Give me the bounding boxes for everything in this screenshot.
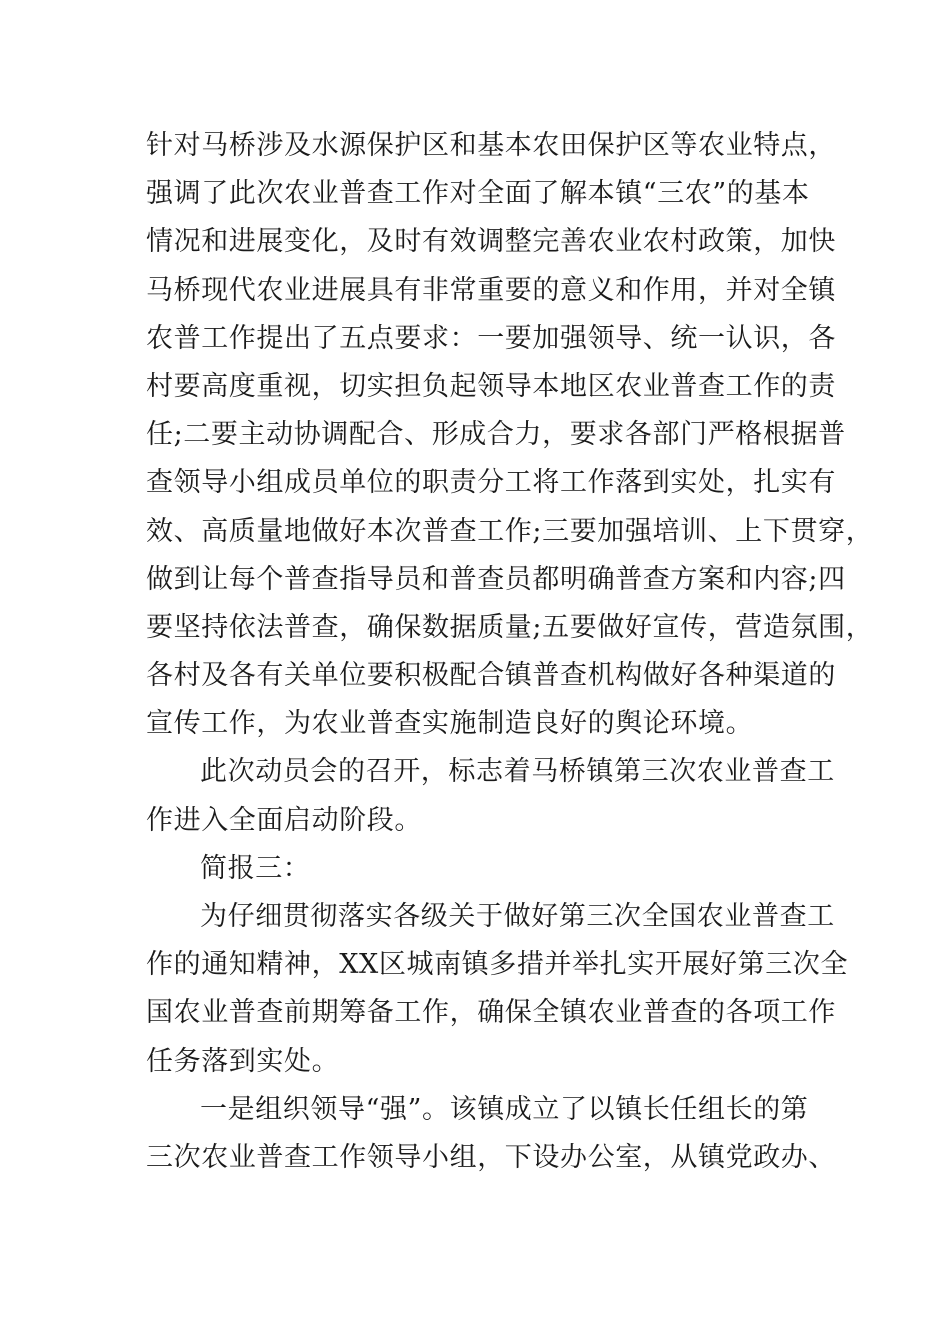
text-line: 作进入全面启动阶段。	[146, 804, 422, 836]
paragraph-first-line: 此次动员会的召开，标志着马桥镇第三次农业普查工	[200, 756, 835, 788]
text-line: 效、高质量地做好本次普查工作;三要加强培训、上下贯穿，	[146, 515, 874, 547]
section-heading: 简报三：	[200, 852, 311, 884]
document-body	[146, 122, 874, 1182]
text-line: 各村及各有关单位要积极配合镇普查机构做好各种渠道的	[146, 660, 836, 692]
text-line: 宣传工作，为农业普查实施制造良好的舆论环境。	[146, 708, 754, 740]
text-line: 任务落到实处。	[146, 1045, 340, 1077]
text-line: 情况和进展变化，及时有效调整完善农业农村政策，加快	[146, 226, 836, 258]
text-line: 任;二要主动协调配合、形成合力，要求各部门严格根据普	[146, 419, 846, 451]
text-line: 作的通知精神，XX区城南镇多措并举扎实开展好第三次全	[146, 949, 849, 981]
text-line: 村要高度重视，切实担负起领导本地区农业普查工作的责	[146, 370, 836, 402]
text-line: 查领导小组成员单位的职责分工将工作落到实处，扎实有	[146, 467, 836, 499]
text-line: 强调了此次农业普查工作对全面了解本镇“三农”的基本	[146, 178, 810, 210]
text-line: 马桥现代农业进展具有非常重要的意义和作用，并对全镇	[146, 274, 836, 306]
text-line: 三次农业普查工作领导小组，下设办公室，从镇党政办、	[146, 1141, 836, 1173]
paragraph-first-line: 为仔细贯彻落实各级关于做好第三次全国农业普查工	[200, 901, 835, 932]
text-line: 针对马桥涉及水源保护区和基本农田保护区等农业特点，	[146, 130, 836, 161]
text-line: 国农业普查前期筹备工作，确保全镇农业普查的各项工作	[146, 997, 836, 1029]
text-line: 农普工作提出了五点要求：一要加强领导、统一认识，各	[146, 322, 836, 354]
text-line: 要坚持依法普查，确保数据质量;五要做好宣传，营造氛围，	[146, 611, 874, 643]
text-line: 做到让每个普查指导员和普查员都明确普查方案和内容;四	[146, 563, 846, 595]
paragraph-first-line: 一是组织领导“强”。该镇成立了以镇长任组长的第	[200, 1093, 809, 1125]
